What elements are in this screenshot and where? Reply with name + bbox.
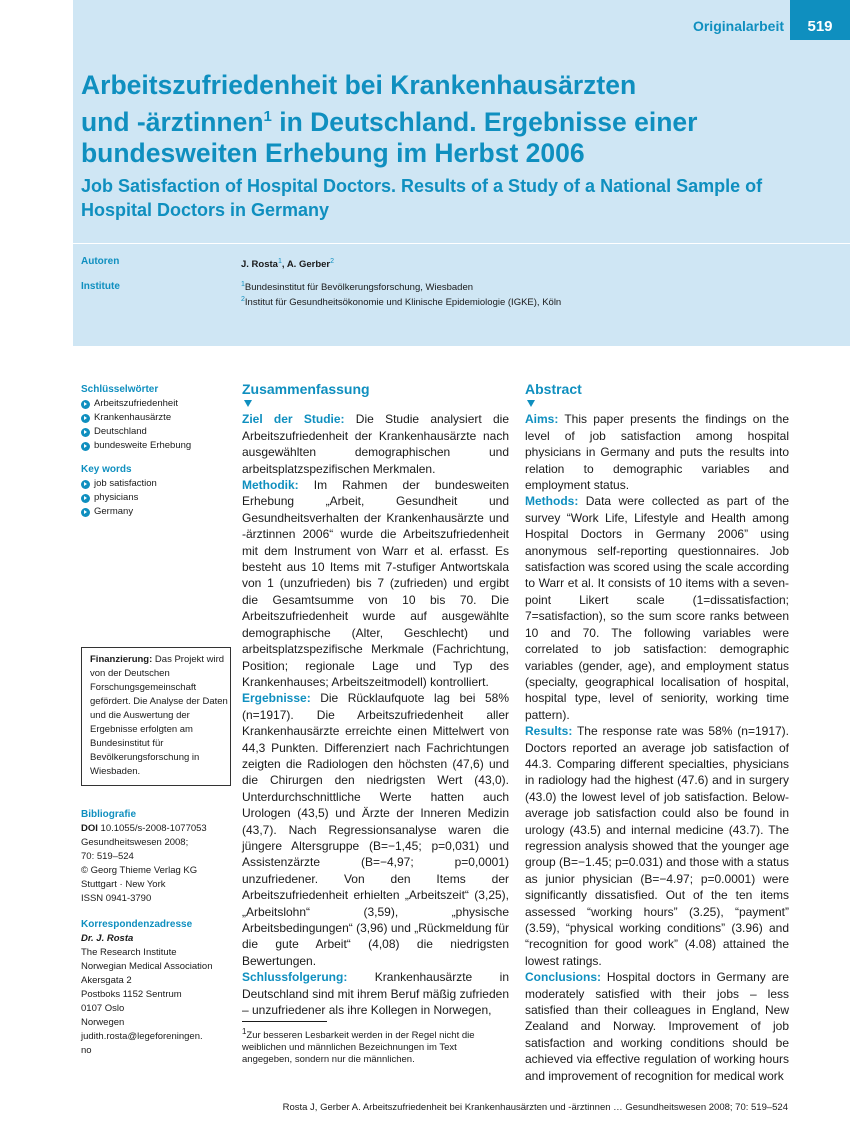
keyword-de-text: Arbeitszufriedenheit <box>94 398 178 409</box>
biblio-line-text: Stuttgart · New York <box>81 879 166 890</box>
correspondence-line-text: no <box>81 1045 92 1056</box>
author-1: J. Rosta <box>241 259 278 271</box>
correspondence-line-item <box>81 960 226 974</box>
funding-text: Das Projekt wird von der Deutschen Forschungsgemeinschaft gefördert. Die Analyse der Daten und die Auswertung der Ergebnisse erfolgten am Bundesinstitut für Bevölkerungsforschung in Wiesbaden. <box>90 654 228 777</box>
correspondence-line-text: 0107 Oslo <box>81 1003 125 1014</box>
institutes-label: Institute <box>81 281 120 292</box>
ergebnisse-label: Ergebnisse: <box>242 691 311 706</box>
title-line-2a: und -ärztinnen <box>81 106 264 137</box>
section-arrow-icon <box>527 400 535 407</box>
correspondence-line-text: Norwegian Medical Association <box>81 961 213 972</box>
institute-1-marker: 1 <box>241 281 245 288</box>
bullet-arrow-icon <box>81 480 90 489</box>
keywords-en-title: Key words <box>81 464 132 475</box>
top-strip <box>73 0 850 40</box>
section-label: Originalarbeit <box>692 18 784 34</box>
correspondence-line-text: Postboks 1152 Sentrum <box>81 989 182 1000</box>
biblio-line-item <box>81 892 226 906</box>
conclusions-text: Hospital doctors in Germany are moderately satisfied with their jobs – less satisfied than their colleagues in England, New Zealand and Norway. Improvement of job satisfaction and working conditions should be achieved via effective regulation of working hours and improvement of recognition for medical work <box>525 970 789 1083</box>
author-1-affil: 1 <box>277 258 282 265</box>
conclusions-paragraph <box>525 969 789 1084</box>
keyword-en-item <box>81 477 226 491</box>
footnote-rule <box>242 1021 327 1022</box>
keyword-de-text: Krankenhausärzte <box>94 412 172 423</box>
section-arrow-icon <box>244 400 252 407</box>
biblio-line-text: ISSN 0941-3790 <box>81 893 152 904</box>
title-german <box>81 70 761 169</box>
doi-value[interactable]: 10.1055/s-2008-1077053 <box>97 823 207 834</box>
schluss-label: Schlussfolgerung: <box>242 970 348 985</box>
correspondence-line-text: Akersgata 2 <box>81 975 132 986</box>
results-label: Results: <box>525 724 573 739</box>
aims-text: This paper presents the findings on the level of job satisfaction among hospital physicians in Germany and puts the results into relation to demographic variables and employment status. <box>525 412 789 493</box>
biblio-line-text: Gesundheitswesen 2008; <box>81 837 189 848</box>
bibliography-block <box>81 808 226 1058</box>
keyword-en-item <box>81 505 226 519</box>
keyword-en-text: job satisfaction <box>94 478 157 489</box>
ziel-label: Ziel der Studie: <box>242 412 345 427</box>
biblio-line-item <box>81 878 226 892</box>
bullet-arrow-icon <box>81 494 90 503</box>
zusammenfassung-heading: Zusammenfassung <box>242 381 370 397</box>
correspondence-line-item <box>81 1002 226 1016</box>
footnote-text: Zur besseren Lesbarkeit werden in der Regel nicht die weiblichen und männlichen Bezeichnungen im Text angegeben, sondern nur die männlichen. <box>242 1030 475 1066</box>
page-number: 519 <box>790 0 850 40</box>
funding-box <box>81 647 231 786</box>
ergebnisse-paragraph <box>242 690 509 969</box>
keyword-de-item <box>81 397 226 411</box>
correspondence-line-item <box>81 946 226 960</box>
biblio-line-text: 70: 519–524 <box>81 851 134 862</box>
institute-2-marker: 2 <box>241 296 245 304</box>
correspondence-line-item <box>81 1044 226 1058</box>
biblio-line-text: © Georg Thieme Verlag KG <box>81 865 198 876</box>
authors-label: Autoren <box>81 256 120 267</box>
methodik-paragraph <box>242 477 509 690</box>
keyword-en-text: physicians <box>94 492 139 503</box>
keyword-en-item <box>81 491 226 505</box>
keywords-block <box>81 383 226 519</box>
doi-label: DOI <box>81 823 98 834</box>
correspondence-name: Dr. J. Rosta <box>81 933 134 944</box>
keyword-de-item <box>81 425 226 439</box>
keyword-en-text: Germany <box>94 506 134 517</box>
author-2-affil: 2 <box>330 258 335 265</box>
keyword-de-text: Deutschland <box>94 426 147 437</box>
author-separator: , <box>281 259 287 271</box>
schluss-text: Krankenhausärzte in Deutschland sind mit ihrem Beruf mäßig zufrieden – unzufriedener als ihre Kollegen in Norwegen, <box>242 970 509 1018</box>
bibliography-title: Bibliografie <box>81 809 137 820</box>
running-footer: Rosta J, Gerber A. Arbeitszufriedenheit bei Krankenhausärzten und -ärztinnen … Gesundheitswesen 2008; 70: 519–524 <box>282 1102 788 1113</box>
schluss-paragraph <box>242 969 509 1018</box>
correspondence-line-text: judith.rosta@legeforeningen. <box>81 1031 203 1042</box>
bullet-arrow-icon <box>81 442 90 451</box>
zusammenfassung-column <box>242 381 509 1018</box>
title-line-1: Arbeitszufriedenheit bei Krankenhausärzten <box>81 70 637 100</box>
biblio-line-item <box>81 836 226 850</box>
authors <box>241 256 334 271</box>
results-paragraph <box>525 723 789 969</box>
title-english: Job Satisfaction of Hospital Doctors. Results of a Study of a National Sample of Hospital Doctors in Germany <box>81 176 763 220</box>
correspondence-line-text: Norwegen <box>81 1017 125 1028</box>
correspondence-line-item <box>81 1016 226 1030</box>
bullet-arrow-icon <box>81 400 90 409</box>
footnote-marker: 1 <box>242 1027 247 1036</box>
methods-paragraph <box>525 493 789 723</box>
correspondence-line-item <box>81 1030 226 1044</box>
abstract-column <box>525 381 789 1084</box>
header-separator <box>73 243 850 244</box>
ergebnisse-text: Die Rücklaufquote lag bei 58% (n=1917). Die Arbeitszufriedenheit aller Krankenhausärzte erreichte einen Mittelwert von 44,3 Punkten. Differenziert nach Fachrichtungen zeigten die Radiologen den höchsten (47,6) und die Chirurgen den niedrigsten Wert (43,0). Unterdurchschnittliche Werte hatten auch Urologen (43,5) und Ärzte der Inneren Medizin (43,7). Nach Regressionsanalyse waren die jüngere Altersgruppe (B=−1,45; p=0,031) und Assistenzärzte (B=−4,97; p=0,0001) unzufriedener. Von den Items der Arbeitszufriedenheit erhielten „Arbeitszeit“ (3,25), „Arbeitslohn“ (3,59), „physische Arbeitsbedingungen“ (3,96) und „Rückmeldung für die gute Arbeit“ (4,08) die niedrigsten Bewertungen. <box>242 691 509 968</box>
footnote <box>242 1026 507 1066</box>
ziel-text: Die Studie analysiert die Arbeitszufriedenheit der Krankenhausärzte nach ausgewählten demographischen und arbeitsplatzspezifischen Merkmalen. <box>242 412 509 476</box>
correspondence-title: Korrespondenzadresse <box>81 919 193 930</box>
title-line-3: bundesweiten Erhebung im Herbst 2006 <box>81 137 585 168</box>
ziel-paragraph <box>242 411 509 477</box>
methodik-label: Methodik: <box>242 478 299 493</box>
institutes <box>241 279 561 309</box>
methodik-text: Im Rahmen der bundesweiten Erhebung „Arbeit, Gesundheit und Gesundheitsverhalten der Krankenhausärzte und -ärztinnen 2006“ wurde die Arbeitszufriedenheit mit dem Instrument von Warr et al. erfasst. Es besteht aus 10 Items mit 7-stufiger Antwortskala von 1 (unzufrieden) bis 7 (zufrieden) und ergibt die Gesamtsumme von 10 bis 70. Die Arbeitszufriedenheit wurde auf ausgewählte demographische (Alter, Geschlecht) und arbeitsplatzspezifische Merkmale (Fachrichtung, Position; regionale Lage und Typ des Krankenhauses; Arbeitszeitmodell) kontrolliert. <box>242 478 509 689</box>
keyword-de-item <box>81 439 226 453</box>
correspondence-line-item <box>81 988 226 1002</box>
title-footnote-marker[interactable]: 1 <box>263 108 272 125</box>
bullet-arrow-icon <box>81 428 90 437</box>
conclusions-label: Conclusions: <box>525 970 602 985</box>
biblio-line-item <box>81 850 226 864</box>
keyword-de-item <box>81 411 226 425</box>
abstract-heading: Abstract <box>525 381 582 397</box>
methods-text: Data were collected as part of the survey “Work Life, Lifestyle and Health among Hospital Doctors in Germany 2006” using anonymous self-reporting questionnaires. Job satisfaction was scored using the scale according to Warr et al. It consists of 10 items with a seven-point Likert scale (1=dissatisfaction; 7=satisfaction), so the sum score ranks between 10 and 70. The following variables were correlated to job satisfaction: demographic variables (gender, age), and employment status (specialty, geographical localisation of hospital, hospital type, level of seniority, working time pattern). <box>525 494 789 722</box>
correspondence-line-item <box>81 974 226 988</box>
aims-paragraph <box>525 411 789 493</box>
keyword-de-text: bundesweite Erhebung <box>94 440 192 451</box>
bullet-arrow-icon <box>81 414 90 423</box>
results-text: The response rate was 58% (n=1917). Doctors reported an average job satisfaction of 44.3. Comparing different specialties, physicians in radiology had the highest (47.6) and in surgery (43.0) the lowest level of job satisfaction. Below-average job satisfaction could also be found in urology (43.5) and internal medicine (43.7). The regression analysis showed that the younger age group (B=−1.45; p=0.031) and those with a status as junior physician (B=−4.97; p=0.0001) were significantly dissatisfied. Out of the ten items assessed “working hours” (3.25), “payment” (3.59), “physical working conditions” (3.96) and “recognition for good work” (4.08) attained the lowest ratings. <box>525 724 789 968</box>
biblio-line-item <box>81 864 226 878</box>
keywords-de-title: Schlüsselwörter <box>81 384 159 395</box>
bullet-arrow-icon <box>81 508 90 517</box>
institute-1: Bundesinstitut für Bevölkerungsforschung, Wiesbaden <box>244 282 474 294</box>
aims-label: Aims: <box>525 412 559 427</box>
correspondence-line-text: The Research Institute <box>81 947 177 958</box>
institute-2: Institut für Gesundheitsökonomie und Klinische Epidemiologie (IGKE), Köln <box>244 297 562 309</box>
methods-label: Methods: <box>525 494 579 509</box>
author-2: A. Gerber <box>286 259 331 271</box>
funding-label: Finanzierung: <box>90 654 153 665</box>
title-line-2b: in Deutschland. Ergebnisse einer <box>271 106 698 137</box>
